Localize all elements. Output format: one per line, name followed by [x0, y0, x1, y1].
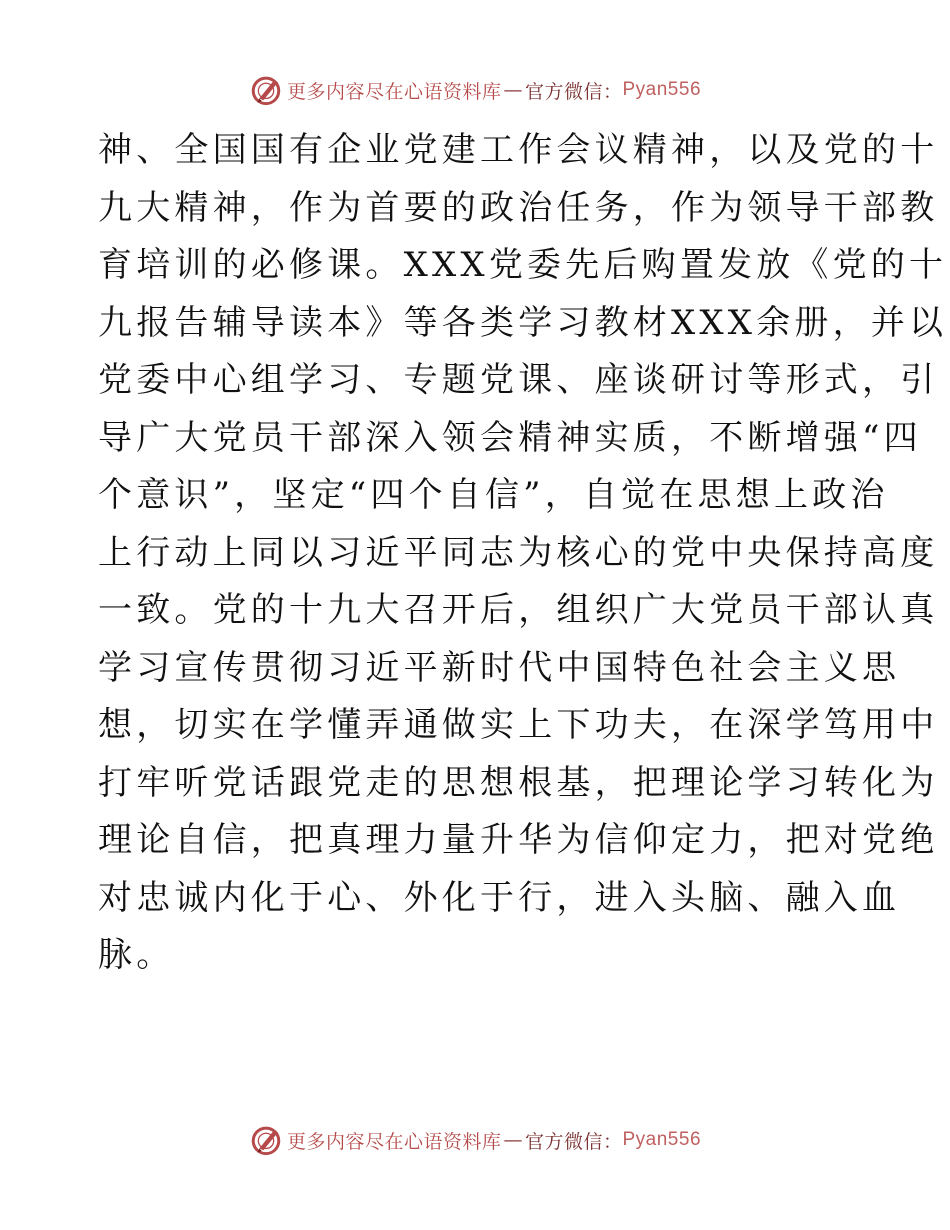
pen-logo-icon [249, 1123, 283, 1157]
header-watermark [0, 70, 950, 110]
body-line: 一致。党的十九大召开后，组织广大党员干部认真 [98, 590, 939, 630]
footer-wechat-handle: Pyan556 [622, 1129, 702, 1150]
footer-wechat-label: 官方微信： [524, 1130, 623, 1153]
body-line: 对忠诚内化于心、外化于行，进入头脑、融入血 [98, 877, 901, 918]
body-line: 育培训的必修课。XXX党委先后购置发放《党的十 [98, 245, 948, 285]
body-line: 理论自信，把真理力量升华为信仰定力，把对党绝 [98, 820, 939, 860]
body-line: 学习宣传贯彻习近平新时代中国特色社会主义思 [98, 647, 901, 688]
body-line: 党委中心组学习、专题党课、座谈研讨等形式，引 [98, 360, 939, 400]
body-line: 九报告辅导读本》等各类学习教材XXX余册，并以 [98, 302, 948, 343]
body-line: 上行动上同以习近平同志为核心的党中央保持高度 [98, 532, 939, 573]
document-body [98, 122, 948, 985]
body-line: 九大精神，作为首要的政治任务，作为领导干部教 [98, 187, 939, 228]
footer-separator: — [503, 1129, 523, 1151]
body-line: 脉。 [98, 935, 175, 975]
body-line: 打牢听党话跟党走的思想根基，把理论学习转化为 [98, 762, 939, 803]
body-line: 导广大党员干部深入领会精神实质，不断增强“四 [98, 417, 922, 458]
header-wechat-handle: Pyan556 [622, 79, 702, 100]
header-banner-text [287, 77, 701, 104]
header-separator: — [503, 79, 523, 101]
footer-banner-text [287, 1127, 701, 1154]
footer-brand-text: 更多内容尽在心语资料库 [286, 1130, 502, 1153]
footer-watermark [0, 1120, 950, 1160]
body-line: 想，切实在学懂弄通做实上下功夫，在深学笃用中 [98, 705, 939, 745]
pen-logo-icon [249, 73, 283, 107]
header-brand-text: 更多内容尽在心语资料库 [286, 80, 502, 103]
body-line: 个意识”，坚定“四个自信”，自觉在思想上政治 [98, 475, 889, 515]
body-line: 神、全国国有企业党建工作会议精神，以及党的十 [98, 130, 939, 170]
header-wechat-label: 官方微信： [524, 80, 623, 103]
